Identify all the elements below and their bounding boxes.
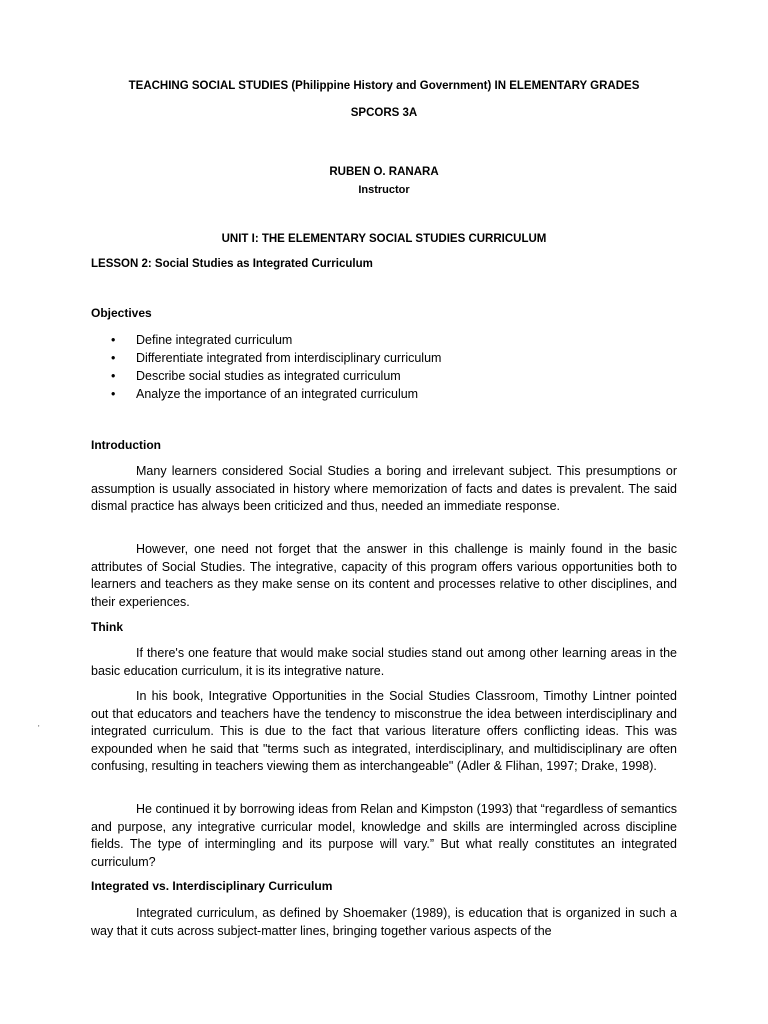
integrated-vs-heading: Integrated vs. Interdisciplinary Curriculum [91, 879, 333, 893]
objective-item: • Describe social studies as integrated curriculum [111, 367, 441, 385]
think-paragraph-2: In his book, Integrative Opportunities in the Social Studies Classroom, Timothy Lintner pointed out that educators and teachers have the tendency to misconstrue the idea between interdisciplinary and integrated curriculum. This is due to the fact that various literature offers conflicting ideas. This was expounded when he said that "terms such as integrated, interdisciplinary, and multidisciplinary are often confusing, resulting in teachers viewing them as interchangeable" (Adler & Flihan, 1997; Drake, 1998). [91, 689, 677, 773]
introduction-paragraph-2: However, one need not forget that the answer in this challenge is mainly found in the basic attributes of Social Studies. The integrative, capacity of this program offers various opportunities both to learners and teachers as they make sense on its content and processes relative to other disciplines, and their experiences. [91, 542, 677, 609]
objective-item: • Differentiate integrated from interdisciplinary curriculum [111, 349, 441, 367]
margin-mark: ' [38, 724, 40, 733]
objective-item: • Analyze the importance of an integrated curriculum [111, 385, 441, 403]
objective-item: • Define integrated curriculum [111, 331, 441, 349]
unit-title: UNIT I: THE ELEMENTARY SOCIAL STUDIES CURRICULUM [221, 233, 547, 245]
think-paragraph-3: He continued it by borrowing ideas from Relan and Kimpston (1993) that “regardless of semantics and purpose, any integrative curricular model, knowledge and skills are intermingled across discipline fields. The type of intermingling and its purpose will vary.” But what really constitutes an integrated curriculum? [91, 802, 677, 869]
lesson-title: LESSON 2: Social Studies as Integrated Curriculum [91, 258, 373, 270]
course-title: TEACHING SOCIAL STUDIES (Philippine History and Government) IN ELEMENTARY GRADES [128, 80, 640, 92]
think-paragraph-1: If there's one feature that would make social studies stand out among other learning areas in the basic education curriculum, it is its integrative nature. [91, 646, 677, 678]
course-code: SPCORS 3A [350, 107, 418, 119]
introduction-heading: Introduction [91, 438, 161, 452]
think-heading: Think [91, 620, 123, 634]
instructor-name: RUBEN O. RANARA [329, 166, 439, 178]
objectives-list [111, 331, 441, 403]
introduction-paragraph-1: Many learners considered Social Studies a boring and irrelevant subject. This presumptions or assumption is usually associated in history where memorization of facts and dates is prevalent. The said dismal practice has always been criticized and thus, needed an immediate response. [91, 464, 677, 513]
objectives-heading: Objectives [91, 306, 152, 320]
instructor-role: Instructor [358, 184, 410, 196]
integrated-vs-paragraph-1: Integrated curriculum, as defined by Shoemaker (1989), is education that is organized in such a way that it cuts across subject-matter lines, bringing together various aspects of the [91, 906, 677, 938]
